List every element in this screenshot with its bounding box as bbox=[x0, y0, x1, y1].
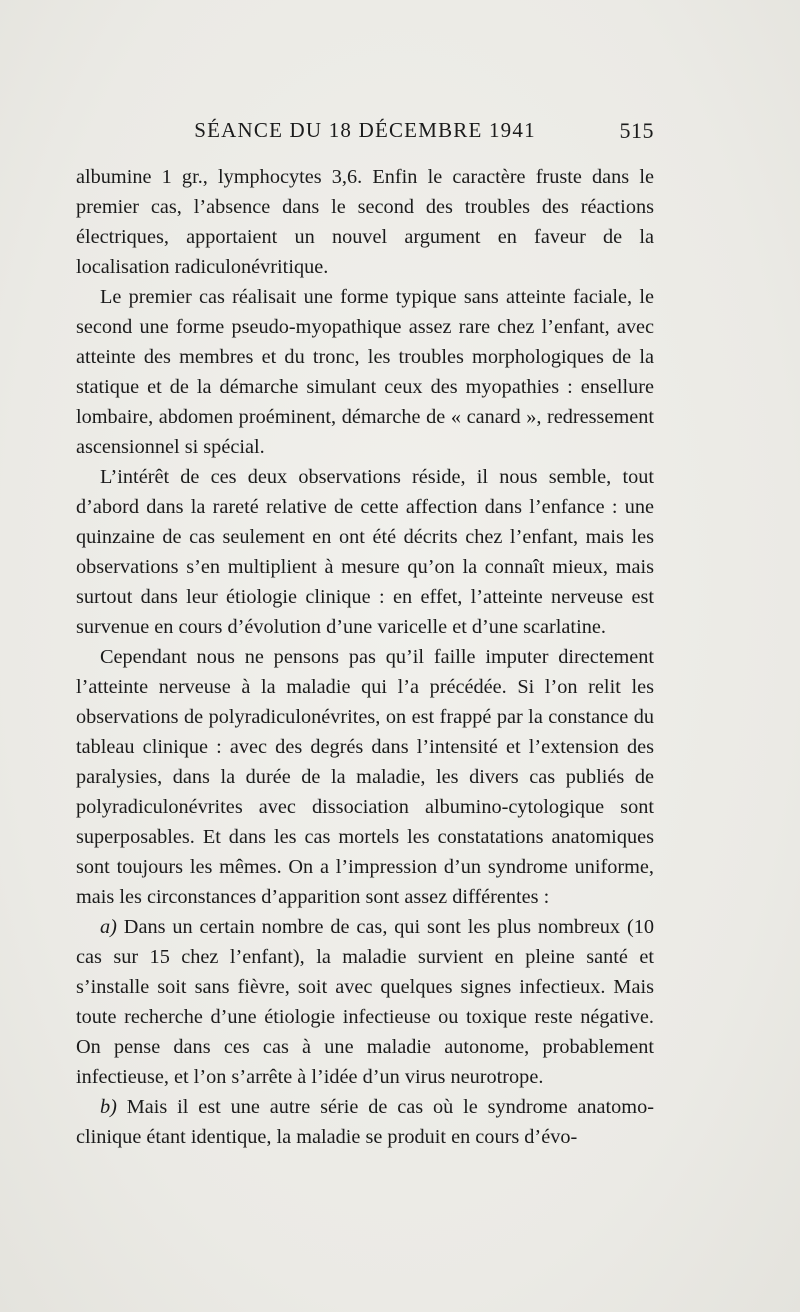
list-paragraph-text: Mais il est une autre série de cas où le syndrome anatomo-clinique étant identique, la maladie se produit en cours d’évo- bbox=[76, 1096, 654, 1148]
running-head-title: SÉANCE DU 18 DÉCEMBRE 1941 bbox=[194, 118, 536, 142]
list-marker: b) bbox=[100, 1096, 117, 1118]
page-number: 515 bbox=[619, 118, 654, 143]
list-paragraph-a bbox=[76, 912, 654, 1092]
paragraph: L’intérêt de ces deux observations réside, il nous semble, tout d’abord dans la rareté relative de cette affection dans l’enfance : une quinzaine de cas seulement en ont été décrits chez l’enfant, mais les observations s’en multiplient à mesure qu’on la connaît mieux, mais surtout dans leur étiologie clinique : en effet, l’atteinte nerveuse est survenue en cours d’évolution d’une varicelle et d’une scarlatine. bbox=[76, 466, 654, 638]
paragraph: Cependant nous ne pensons pas qu’il faille imputer directement l’atteinte nerveuse à la maladie qui l’a précédée. Si l’on relit les observations de polyradiculonévrites, on est frappé par la constance du tableau clinique : avec des degrés dans l’intensité et l’extension des paralysies, dans la durée de la maladie, les divers cas publiés de polyradiculonévrites avec dissociation albumino-cytologique sont superposables. Et dans les cas mortels les constatations anatomiques sont toujours les mêmes. On a l’impression d’un syndrome uniforme, mais les circonstances d’apparition sont assez différentes : bbox=[76, 646, 654, 908]
list-paragraph-text: Dans un certain nombre de cas, qui sont les plus nombreux (10 cas sur 15 chez l’enfant), la maladie survient en pleine santé et s’installe soit sans fièvre, soit avec quelques signes infectieux. Mais toute recherche d’une étiologie infectieuse ou toxique reste négative. On pense dans ces cas à une maladie autonome, probablement infectieuse, et l’on s’arrête à l’idée d’un virus neurotrope. bbox=[76, 916, 654, 1088]
list-marker: a) bbox=[100, 916, 117, 938]
body-text bbox=[76, 162, 654, 1152]
list-paragraph-b bbox=[76, 1092, 654, 1152]
running-head bbox=[76, 118, 654, 152]
paragraph: Le premier cas réalisait une forme typique sans atteinte faciale, le second une forme pseudo-myopathique assez rare chez l’enfant, avec atteinte des membres et du tronc, les troubles morphologiques de la statique et de la démarche simulant ceux des myopathies : ensellure lombaire, abdomen proéminent, démarche de « canard », redressement ascensionnel si spécial. bbox=[76, 286, 654, 458]
paragraph-continuation: albumine 1 gr., lymphocytes 3,6. Enfin le caractère fruste dans le premier cas, l’absence dans le second des troubles des réactions électriques, apportaient un nouvel argument en faveur de la localisation radiculonévritique. bbox=[76, 166, 654, 278]
